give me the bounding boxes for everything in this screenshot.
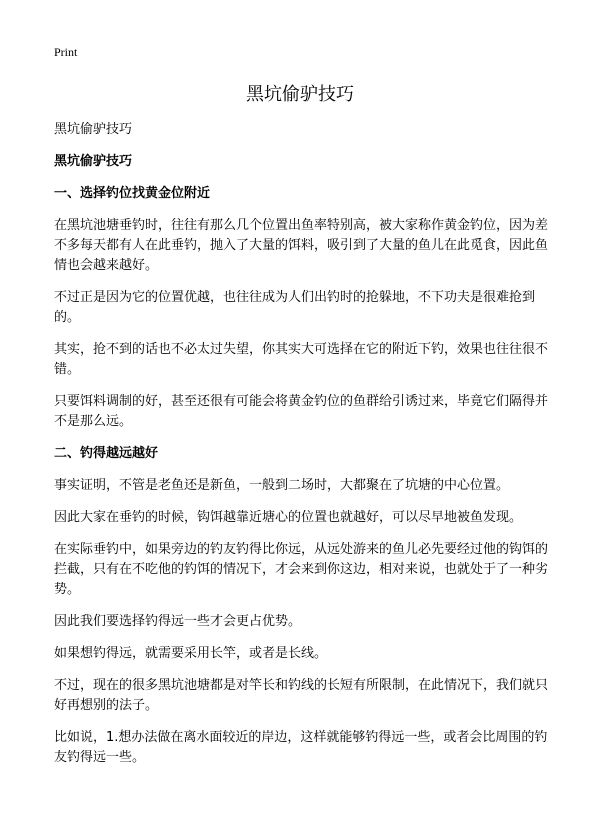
paragraph: 在黑坑池塘垂钓时，往往有那么几个位置出鱼率特别高，被大家称作黄金钓位，因为差不多每天都有人在此垂钓，抛入了大量的饵料，吸引到了大量的鱼儿在此觅食，因此鱼情也会越来越好。 — [54, 218, 549, 273]
paragraph: 只要饵料调制的好，甚至还很有可能会将黄金钓位的鱼群给引诱过来，毕竟它们隔得并不是那么远。 — [54, 394, 549, 429]
paragraph: 因此我们要选择钓得远一些才会更占优势。 — [54, 614, 302, 629]
section-heading: 黑坑偷驴技巧 — [54, 154, 133, 169]
section-heading: 一、选择钓位找黄金位附近 — [54, 186, 211, 201]
paragraph: 因此大家在垂钓的时候，钩饵越靠近塘心的位置也就越好，可以尽早地被鱼发现。 — [54, 510, 523, 525]
article-subtitle: 黑坑偷驴技巧 — [54, 122, 133, 137]
paragraph: 如果想钓得远，就需要采用长竿，或者是长线。 — [54, 646, 328, 661]
paragraph: 比如说，1.想办法做在离水面较近的岸边，这样就能够钓得远一些，或者会比周围的钓友钓得远一些。 — [54, 730, 548, 765]
article-body — [54, 120, 550, 780]
section-heading: 二、钓得越远越好 — [54, 446, 159, 461]
paragraph: 不过，现在的很多黑坑池塘都是对竿长和钓线的长短有所限制，在此情况下，我们就只好再想别的法子。 — [54, 678, 549, 713]
paragraph: 在实际垂钓中，如果旁边的钓友钓得比你远，从远处游来的鱼儿必先要经过他的钩饵的拦截，只有在不吃他的钓饵的情况下，才会来到你这边，相对来说，也就处于了一种劣势。 — [54, 542, 549, 597]
paragraph: 不过正是因为它的位置优越，也往往成为人们出钓时的抢躲地，不下功夫是很难抢到的。 — [54, 290, 536, 325]
page-title: 黑坑偷驴技巧 — [246, 84, 354, 105]
paragraph: 其实，抢不到的话也不必太过失望，你其实大可选择在它的附近下钓，效果也往往很不错。 — [54, 342, 549, 377]
print-link[interactable]: Print — [54, 45, 78, 59]
paragraph: 事实证明，不管是老鱼还是新鱼，一般到二场时，大都聚在了坑塘的中心位置。 — [54, 478, 510, 493]
